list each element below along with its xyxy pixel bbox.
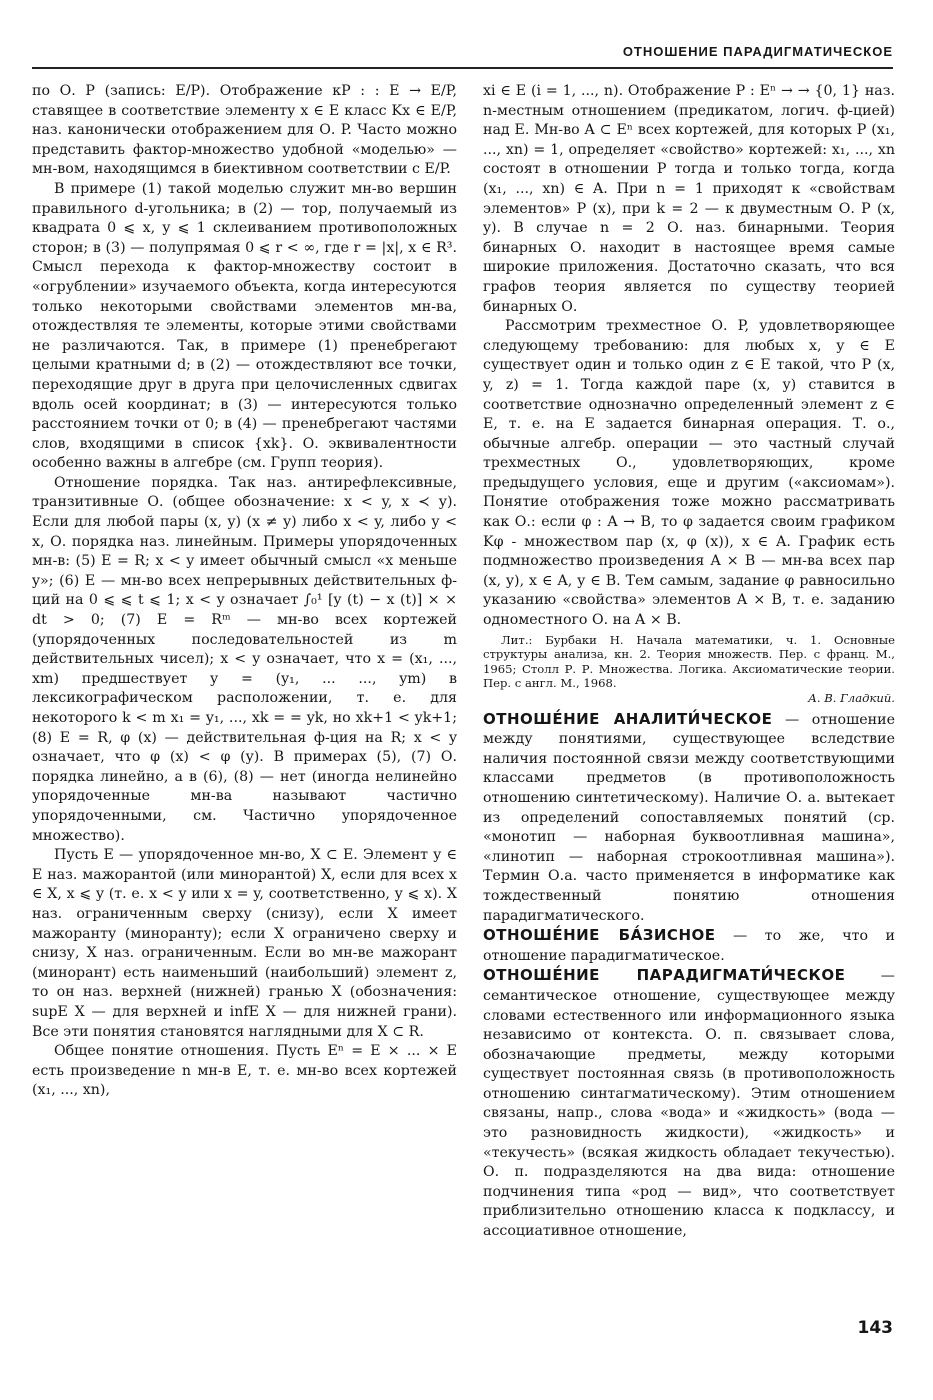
entry-text: — отношение между понятиями, существующее вследствие наличия постоянной связи между соответствующими классами предметов (в противоположность отношению синтетическому). Наличие О. а. вытекает из определений сопоставляемых понятий (ср. «монотип — наборная буквоотливная машина», «линотип — наборная строкоотливная машина»). Термин О.а. часто применяется в информатике как тождественный понятию отношения парадигматического.: [483, 711, 895, 924]
running-title: ОТНОШЕНИЕ ПАРАДИГМАТИЧЕСКОЕ: [622, 44, 893, 59]
left-paragraph-3: Отношение порядка. Так наз. антирефлексивные, транзитивные О. (общее обозначение: x < y, x ≺ y). Если для любой пары (x, y) (x ≠ y) либо x < y, либо y < x, О. порядка наз. линейным. Примеры упорядоченных мн-в: (5) E = R; x < y имеет обычный смысл «x меньше y»; (6) E — мн-во всех непрерывных действительных ф-ций на 0 ⩽ ⩽ t ⩽ 1; x < y означает ∫₀¹ [y (t) − x (t)] × × dt > 0; (7) E = Rᵐ — мн-во всех кортежей (упорядоченных последовательностей из m действительных чисел); x < y означает, что x = (x₁, ..., xm) предшествует y = (y₁, ... ..., ym) в лексикографическом расположении, т. е. для некоторого k < m x₁ = y₁, ..., xk = = yk, но xk+1 < yk+1; (8) E = R, φ (x) — действительная ф-ция на R; x < y означает, что φ (x) < φ (y). В примерах (5), (7) О. порядка линейно, а в (6), (8) — нет (иногда нелинейно упорядоченные мн-ва называют частично упорядоченными, см. Частично упорядоченное множество).: [32, 474, 457, 844]
literature-block: [483, 633, 895, 706]
author-signature: А. В. Гладкий.: [808, 691, 895, 705]
entry-analytic: [483, 710, 895, 927]
entry-text: — то же, что и отношение парадигматическое.: [483, 928, 895, 964]
left-paragraph-4: Пусть E — упорядоченное мн-во, X ⊂ E. Элемент y ∈ E наз. мажорантой (или минорантой) X, если для всех x ∈ X, x ⩽ y (т. е. x < y или x = y, соответственно, y ⩽ x). X наз. ограниченным сверху (снизу), если X имеет мажоранту (миноранту); если X ограничено сверху и снизу, X наз. ограниченным. Если во мн-ве мажорант (минорант) есть наименьший (наибольший) элемент z, то он наз. верхней (нижней) гранью X (обозначения: supE X — для верхней и infE X — для нижней грани). Все эти понятия становятся наглядными для X ⊂ R.: [32, 847, 457, 1040]
headword: ОТНОШЕ́НИЕ ПАРАДИГМАТИ́ЧЕСКОЕ: [483, 966, 846, 985]
right-column: [483, 82, 895, 1242]
entry-basis: [483, 926, 895, 966]
left-column: [32, 82, 457, 1101]
left-paragraph-5: Общее понятие отношения. Пусть Eⁿ = E × ... × E есть произведение n мн-в E, т. е. мн-во всех кортежей (x₁, ..., xn),: [32, 1043, 457, 1099]
page-number: 143: [857, 1318, 893, 1338]
right-paragraph-1: xi ∈ E (i = 1, ..., n). Отображение P : Eⁿ → → {0, 1} наз. n-местным отношением (предикатом, логич. ф-цией) над E. Мн-во A ⊂ Eⁿ всех кортежей, для которых P (x₁, ..., xn) = 1, определяет «свойство» кортежей: x₁, ..., xn состоят в отношении P тогда и только тогда, когда (x₁, ..., xn) ∈ A. При n = 1 приходят к «свойствам элементов» P (x), при k = 2 — к двуместным О. P (x, y). В случае n = 2 О. наз. бинарными. Теория бинарных О. находит в настоящее время самые широкие приложения. Достаточно сказать, что вся графов теория является по существу теорией бинарных О.: [483, 83, 895, 315]
header-rule: [32, 67, 893, 69]
literature-text: Лит.: Бурбаки Н. Начала математики, ч. 1. Основные структуры анализа, кн. 2. Теория множеств. Пер. с франц. М., 1965; Столл Р. Р. Множества. Логика. Аксиоматические теории. Пер. с англ. М., 1968.: [483, 632, 895, 691]
left-paragraph-1: по О. P (запись: E/P). Отображение κP : : E → E/P, ставящее в соответствие элементу x ∈ E класс Kx ∈ E/P, наз. канонически отображением для О. P. Часто можно представить фактор-множество удобной «моделью» — мн-вом, находящимся в биективном соответствии с E/P.: [32, 83, 457, 178]
headword: ОТНОШЕ́НИЕ БА́ЗИСНОЕ: [483, 926, 716, 945]
right-paragraph-2: Рассмотрим трехместное О. P, удовлетворяющее следующему требованию: для любых x, y ∈ E существует один и только один z ∈ E такой, что P (x, y, z) = 1. Тогда каждой паре (x, y) ставится в соответствие однозначно определенный элемент z ∈ E, т. е. на E задается бинарная операция. Т. о., обычные алгебр. операции — это частный случай трехместных О., удовлетворяющих, кроме предыдущего условия, еще и другим («аксиомам»). Понятие отображения тоже можно рассматривать как О.: если φ : A → B, то φ задается своим графиком Kφ - множеством пар (x, φ (x)), x ∈ A. График есть подмножество произведения A × B — мн-ва всех пар (x, y), x ∈ A, y ∈ B. Тем самым, задание φ равносильно указанию «свойства» элементов A × B, т. е. заданию одноместного О. на A × B.: [483, 318, 895, 629]
headword: ОТНОШЕ́НИЕ АНАЛИТИ́ЧЕСКОЕ: [483, 709, 773, 728]
entry-text: — семантическое отношение, существующее между словами естественного или информационного языка независимо от контекста. О. п. связывает слова, обозначающие предметы, между которыми существует постоянная связь (в противоположность отношению синтагматическому). Этим отношением связаны, напр., слова «вода» и «жидкость» (вода — это разновидность жидкости), «жидкость» и «текучесть» (всякая жидкость обладает текучестью). О. п. подразделяются на два вида: отношение подчинения типа «род — вид», что соответствует приблизительно отношению класса к подклассу, и ассоциативное отношение,: [483, 968, 895, 1240]
entry-paradigmatic: [483, 966, 895, 1241]
left-paragraph-2: В примере (1) такой моделью служит мн-во вершин правильного d-угольника; в (2) — тор, получаемый из квадрата 0 ⩽ x, y ⩽ 1 склеиванием противоположных сторон; в (3) — полупрямая 0 ⩽ r < ∞, где r = |x|, x ∈ R³. Смысл перехода к фактор-множеству состоит в «огрублении» изучаемого объекта, когда интересуются только некоторыми свойствами элементов мн-ва, отождествляя те элементы, которые этими свойствами не различаются. Так, в примере (1) пренебрегают целыми кратными d; в (2) — отождествляют все точки, переходящие друг в друга при целочисленных сдвигах вдоль осей координат; в (3) — интересуются только расстоянием точки от 0; в (4) — пренебрегают частями слов, входящими в список {xk}. О. эквивалентности особенно важны в алгебре (см. Групп теория).: [32, 180, 457, 472]
